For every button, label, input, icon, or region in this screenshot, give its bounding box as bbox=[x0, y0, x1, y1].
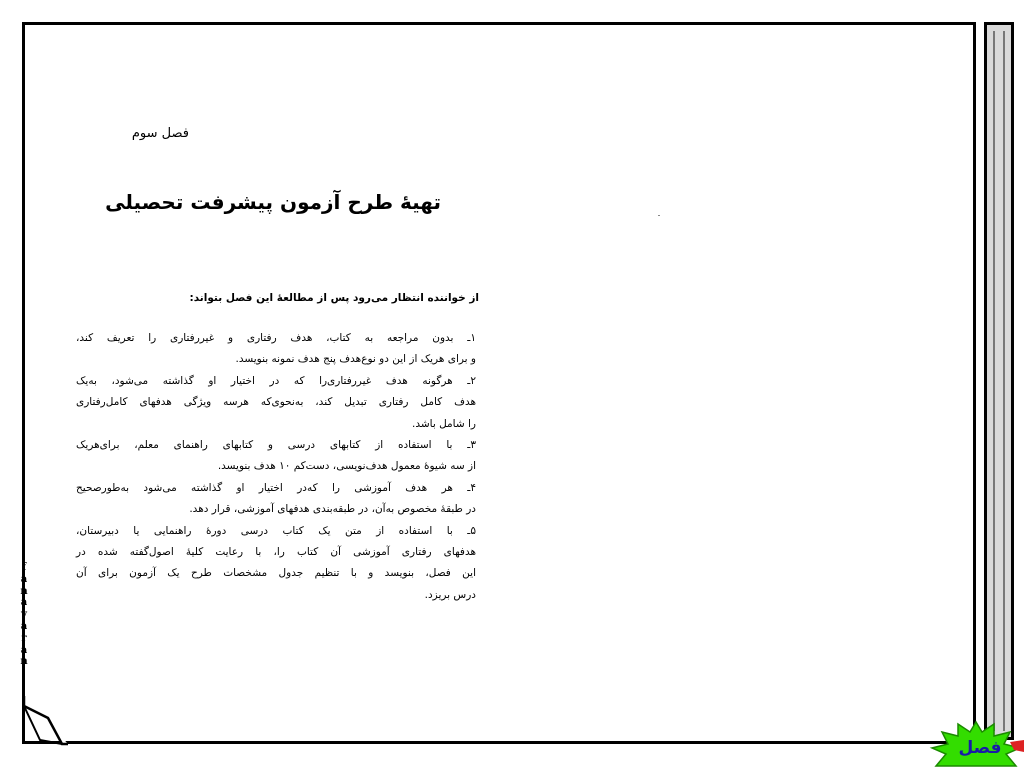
objective-line: و برای هریک از این دو نوع‌هدف پنج هدف نمونه بنویسد. bbox=[235, 353, 476, 366]
watermark-letter: n bbox=[20, 656, 28, 668]
objective-line: را شامل باشد. bbox=[411, 417, 476, 430]
chapter-title: تهیهٔ طرح آزمون پیشرفت تحصیلی bbox=[105, 190, 441, 214]
watermark-letter: v bbox=[21, 609, 27, 621]
watermark-letter: r bbox=[21, 632, 27, 644]
chapter-nav-button[interactable] bbox=[928, 718, 1024, 768]
objective-line: هدف کامل رفتاری تبدیل کند، به‌نحوی‌که هرسه ویژگی هدفهای کامل‌رفتاری bbox=[76, 396, 476, 409]
side-scroll-panel[interactable] bbox=[984, 22, 1014, 740]
side-panel-track bbox=[993, 31, 1005, 731]
chapter-label: فصل سوم bbox=[131, 126, 189, 141]
objective-line: در طبقهٔ مخصوص به‌آن، در طبقه‌بندی هدفهای آموزشی، قرار دهد. bbox=[189, 503, 476, 516]
objective-line: ۵ـ با استفاده از متن یک کتاب درسی دورهٔ راهنمایی یا دبیرستان، bbox=[76, 524, 476, 537]
objective-line: ۱ـ بدون مراجعه به کتاب، هدف رفتاری و غیررفتاری را تعریف کند، bbox=[76, 332, 476, 344]
objective-line: هدفهای رفتاری آموزشی آن کتاب را، با رعایت کلیهٔ اصول‌گفته شده در bbox=[76, 545, 476, 558]
scan-speck bbox=[658, 215, 660, 216]
objective-line: ۳ـ با استفاده از کتابهای درسی و کتابهای راهنمای معلم، برای‌هریک bbox=[76, 438, 476, 451]
watermark-letter: a bbox=[20, 644, 28, 656]
objective-line: ۲ـ هرگونه هدف غیررفتاری‌را که در اختیار او گذاشته می‌شود، به‌یک bbox=[76, 374, 476, 387]
watermark-letter: a bbox=[20, 620, 28, 632]
panel-gap bbox=[976, 40, 984, 740]
watermark-letter: f bbox=[21, 562, 27, 573]
objectives-intro: از خواننده انتظار می‌رود پس از مطالعهٔ این فصل بتواند: bbox=[189, 292, 479, 304]
watermark-letter: a bbox=[20, 573, 28, 585]
objective-line: درس بریزد. bbox=[424, 588, 476, 601]
watermark-letter: n bbox=[20, 585, 28, 597]
objective-line: این فصل، بنویسد و با تنظیم جدول مشخصات طرح یک آزمون برای آن bbox=[76, 567, 476, 580]
objectives-list bbox=[76, 328, 476, 606]
watermark-letter: a bbox=[20, 597, 28, 609]
chapter-nav-label[interactable]: فصل bbox=[958, 738, 1002, 758]
page-curl-corner bbox=[18, 696, 68, 748]
objective-line: ۴ـ هر هدف آموزشی را که‌در اختیار او گذاشته می‌شود به‌طورصحیح bbox=[76, 481, 476, 494]
fanavaran-watermark bbox=[19, 562, 29, 668]
objective-line: از سه شیوهٔ معمول هدف‌نویسی، دست‌کم ۱۰ هدف بنویسد. bbox=[217, 460, 476, 473]
